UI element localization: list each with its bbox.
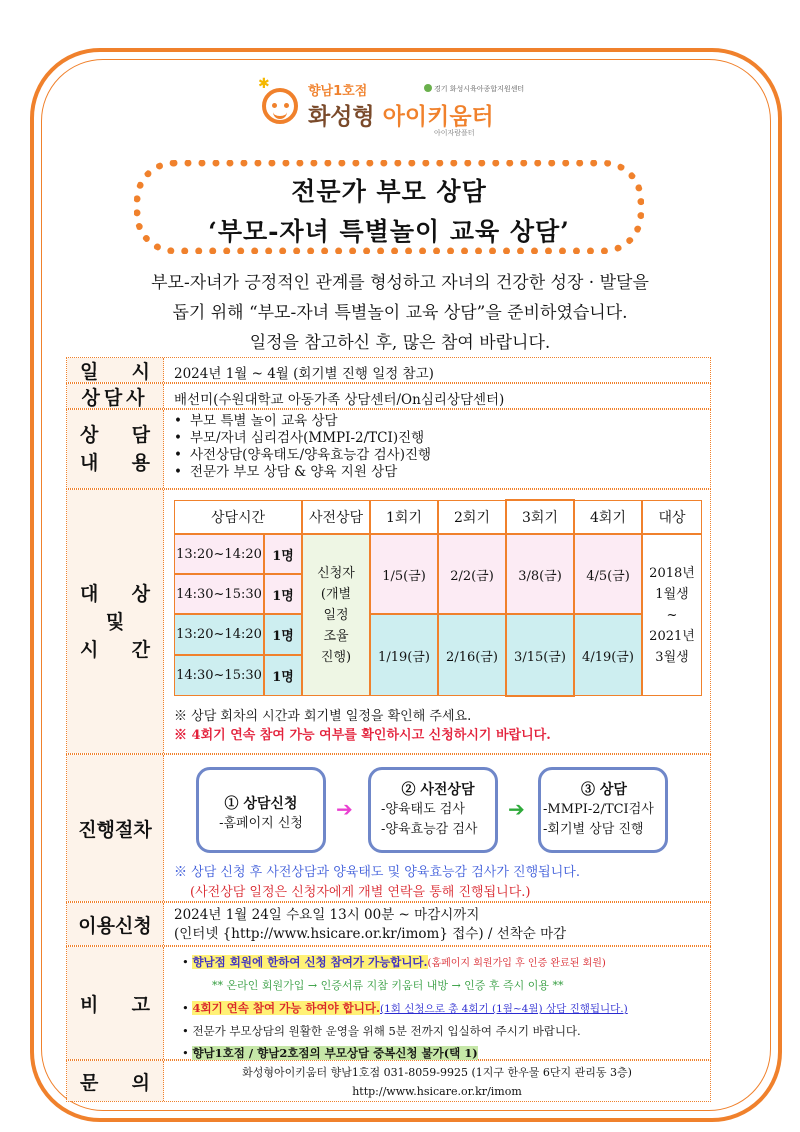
logo-branch: 향남1호점 <box>308 84 368 99</box>
step-line: -양육효능감 검사 <box>381 822 478 837</box>
arrow-right-icon: ➔ <box>336 797 353 821</box>
schedule-note: ※ 상담 회차의 시간과 회기별 일정을 확인해 주세요. <box>174 709 472 724</box>
slot-people: 1명 <box>264 574 302 614</box>
logo-name-b: 아이키움터 <box>382 104 494 130</box>
logo-tagline: 아이자람플터 <box>434 129 475 137</box>
session-date: 2/2(금) <box>438 534 506 614</box>
step-title: ① 상담신청 <box>224 796 298 812</box>
schedule-header: 3회기 <box>506 500 574 534</box>
row-counselor-label: 상담사 <box>67 384 164 408</box>
label-char: 문 <box>80 1071 99 1094</box>
slot-people: 1명 <box>264 534 302 574</box>
row-date-value: 2024년 1월 ~ 4월 (회기별 진행 일정 참고) <box>174 366 434 382</box>
star-icon: ✱ <box>258 76 270 92</box>
step-line: -MMPI-2/TCI검사 <box>543 802 654 817</box>
title-line-2: ‘부모-자녀 특별놀이 교육 상담’ <box>208 217 570 246</box>
intro-line-3: 일정을 참고하신 후, 많은 참여 바랍니다. <box>249 333 551 353</box>
slot-time: 14:30~15:30 <box>174 574 264 614</box>
row-remarks-label <box>67 947 164 1059</box>
schedule-header: 사전상담 <box>302 500 370 534</box>
row-content <box>66 409 711 489</box>
remark-3: • 4회기 연속 참여 가능 하여야 합니다.(1회 신청으로 총 4회기 (1월~4월) 상담 진행됩니다.) <box>182 1001 628 1015</box>
remark-5: • 향남1호점 / 향남2호점의 부모상담 중복신청 불가(택 1) <box>182 1046 478 1060</box>
row-remarks <box>66 946 711 1060</box>
content-item: • 전문가 부모 상담 & 양육 지원 상담 <box>174 464 710 481</box>
session-date: 1/19(금) <box>370 614 438 696</box>
title-line-1: 전문가 부모 상담 <box>291 177 487 206</box>
remark-3-tail: (1회 신청으로 총 4회기 (1월~4월) 상담 진행됩니다.) <box>380 1003 628 1015</box>
row-content-label <box>67 410 164 488</box>
content-item: • 부모/자녀 심리검사(MMPI-2/TCI)진행 <box>174 430 710 447</box>
remark-1-tail: (홈페이지 회원가입 후 인증 완료된 회원) <box>427 958 606 969</box>
intro-line-1: 부모-자녀가 긍정적인 관계를 형성하고 자녀의 건강한 성장 · 발달을 <box>151 273 649 293</box>
target-age-cell: 2018년 1월생 ~ 2021년 3월생 <box>642 534 702 696</box>
schedule-warning: ※ 4회기 연속 참여 가능 여부를 확인하시고 신청하시기 바랍니다. <box>174 728 551 743</box>
content-item: • 사전상담(양육태도/양육효능감 검사)진행 <box>174 447 710 464</box>
row-contact-value <box>164 1061 710 1101</box>
logo-org <box>424 84 524 94</box>
contact-line-1: 화성형아이키움터 향남1호점 031-8059-9925 (1지구 한우물 6단지 관리동 3층) <box>242 1066 632 1079</box>
label-char: 대 <box>80 582 99 605</box>
schedule-header: 1회기 <box>370 500 438 534</box>
org-logo-icon <box>424 84 432 92</box>
remark-5-text: 향남1호점 / 향남2호점의 부모상담 중복신청 불가(택 1) <box>192 1046 478 1060</box>
row-procedure <box>66 754 711 902</box>
row-contact-label <box>67 1061 164 1101</box>
procedure-note: ※ 상담 신청 후 사전상담과 양육태도 및 양육효능감 검사가 진행됩니다. <box>174 865 580 880</box>
step-1-box <box>196 767 326 853</box>
remark-4-text: 전문가 부모상담의 원활한 운영을 위해 5분 전까지 입실하여 주시기 바랍니다. <box>192 1024 581 1038</box>
session-date: 3/8(금) <box>506 534 574 614</box>
step-title: ③ 상담 <box>581 782 627 798</box>
session-3-highlight <box>505 499 575 697</box>
step-line: -홈페이지 신청 <box>219 816 303 831</box>
schedule-header: 상담시간 <box>174 500 302 534</box>
pre-counseling-cell: 신청자 (개별 일정 조율 진행) <box>302 534 370 696</box>
row-target-label <box>67 490 164 753</box>
slot-people: 1명 <box>264 655 302 696</box>
label-char: 상 <box>80 424 99 446</box>
row-date-label <box>67 358 164 382</box>
remark-1: • 향남점 회원에 한하여 신청 참여가 가능합니다.(홈페이지 회원가입 후 인증 완료된 회원) <box>182 955 606 969</box>
row-remarks-value <box>164 947 710 1059</box>
apply-line-1: 2024년 1월 24일 수요일 13시 00분 ~ 마감시까지 <box>174 907 480 923</box>
smile-face-icon <box>262 88 298 124</box>
label-char: 고 <box>131 993 150 1016</box>
procedure-note-2: (사전상담 일정은 신청자에게 개별 연락을 통해 진행됩니다.) <box>190 885 531 900</box>
arrow-right-icon: ➔ <box>508 797 525 821</box>
logo-name <box>308 98 494 131</box>
schedule-header: 2회기 <box>438 500 506 534</box>
remark-1-main: 향남점 회원에 한하여 신청 참여가 가능합니다. <box>192 955 428 969</box>
session-date: 2/16(금) <box>438 614 506 696</box>
label-char: 상 <box>131 582 150 605</box>
session-date: 4/5(금) <box>574 534 642 614</box>
content-item: • 부모 특별 놀이 교육 상담 <box>174 413 710 430</box>
row-procedure-value <box>164 755 710 901</box>
label-char: 비 <box>80 993 99 1016</box>
row-counselor-value: 배선미(수원대학교 아동가족 상담센터/On심리상담센터) <box>174 392 505 408</box>
schedule-header: 4회기 <box>574 500 642 534</box>
remark-3-main: 4회기 연속 참여 가능 하여야 합니다. <box>192 1001 381 1015</box>
slot-time: 13:20~14:20 <box>174 614 264 655</box>
apply-line-2: (인터넷 {http://www.hsicare.or.kr/imom} 접수) / 선착순 마감 <box>174 926 567 942</box>
step-title: ② 사전상담 <box>401 782 475 798</box>
step-line: -양육태도 검사 <box>381 802 465 817</box>
schedule-table <box>174 500 702 696</box>
row-target <box>66 489 711 754</box>
logo-org-text: 경기 화성시육아종합지원센터 <box>434 85 525 93</box>
step-line: -회기별 상담 진행 <box>543 822 644 837</box>
slot-time: 14:30~15:30 <box>174 655 264 696</box>
label-char: 간 <box>131 638 150 661</box>
remark-4: • 전문가 부모상담의 원활한 운영을 위해 5분 전까지 입실하여 주시기 바랍니다. <box>182 1024 581 1038</box>
label-char: 의 <box>131 1071 150 1094</box>
label-char: 및 <box>105 610 125 633</box>
row-target-value <box>164 490 710 753</box>
step-3-box <box>538 767 668 853</box>
session-date: 1/5(금) <box>370 534 438 614</box>
slot-people: 1명 <box>264 614 302 655</box>
remark-2: ** 온라인 회원가입 → 인증서류 지참 키움터 내방 → 인증 후 즉시 이용 ** <box>212 979 564 992</box>
label-char: 담 <box>131 424 150 446</box>
row-procedure-label: 진행절차 <box>67 755 164 901</box>
row-content-value <box>164 410 710 488</box>
intro-line-2: 돕기 위해 “부모-자녀 특별놀이 교육 상담”을 준비하였습니다. <box>172 303 628 323</box>
row-apply-value <box>164 903 710 945</box>
row-date <box>66 357 711 383</box>
row-contact <box>66 1060 711 1102</box>
logo-name-a: 화성형 <box>308 104 383 130</box>
label-char: 시 <box>80 638 99 661</box>
step-2-box <box>368 767 498 853</box>
schedule-header: 대상 <box>642 500 702 534</box>
label-char: 내 <box>80 452 99 474</box>
label-char: 일 <box>80 360 99 383</box>
slot-time: 13:20~14:20 <box>174 534 264 574</box>
row-apply <box>66 902 711 946</box>
label-char: 시 <box>131 360 150 383</box>
logo <box>258 76 558 146</box>
session-date: 4/19(금) <box>574 614 642 696</box>
row-counselor <box>66 383 711 409</box>
row-apply-label: 이용신청 <box>67 903 164 945</box>
label-char: 용 <box>131 452 150 474</box>
session-date: 3/15(금) <box>506 614 574 696</box>
contact-url[interactable]: http://www.hsicare.or.kr/imom <box>352 1085 522 1098</box>
